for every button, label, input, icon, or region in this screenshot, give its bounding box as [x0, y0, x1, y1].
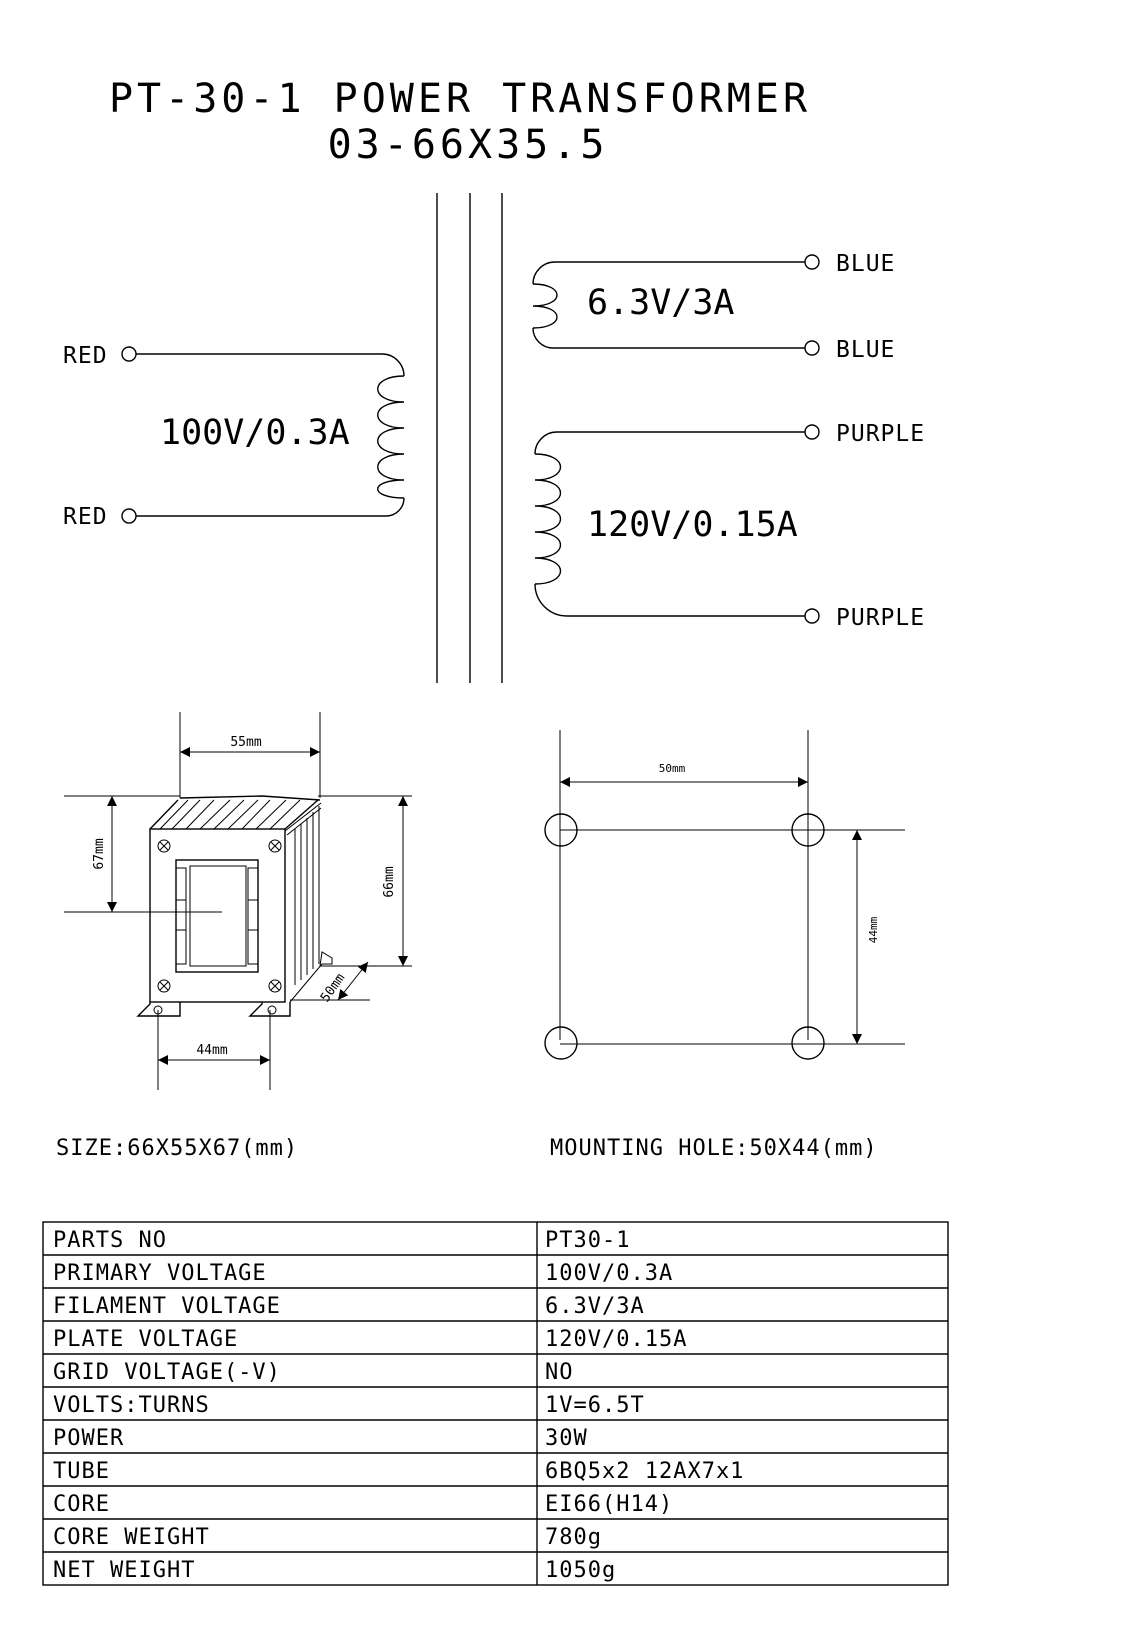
- table-row-label: VOLTS:TURNS: [53, 1393, 210, 1418]
- filament-rating: 6.3V/3A: [587, 283, 735, 323]
- hole-x-label: 50mm: [658, 762, 686, 775]
- table-row-label: NET WEIGHT: [53, 1558, 196, 1583]
- table-row-value: 1V=6.5T: [545, 1393, 645, 1418]
- filament-wire-top-label: BLUE: [836, 251, 896, 277]
- primary-wire-top-label: RED: [63, 343, 108, 369]
- table-row-value: PT30-1: [545, 1228, 631, 1253]
- table-row-label: POWER: [53, 1426, 125, 1451]
- plate-wire-bottom-label: PURPLE: [836, 605, 926, 631]
- mounting-caption: MOUNTING HOLE:50X44(mm): [550, 1136, 878, 1161]
- dim-base-label: 44mm: [196, 1043, 228, 1058]
- filament-wire-bottom-label: BLUE: [836, 337, 896, 363]
- dim-height-right-label: 66mm: [382, 866, 397, 898]
- plate-wire-top-label: PURPLE: [836, 421, 926, 447]
- table-row-value: EI66(H14): [545, 1492, 674, 1517]
- table-row-label: CORE: [53, 1492, 110, 1517]
- table-row-value: 780g: [545, 1525, 602, 1550]
- size-caption: SIZE:66X55X67(mm): [56, 1136, 299, 1161]
- table-row-value: 120V/0.15A: [545, 1327, 688, 1352]
- spec-table: [43, 1222, 948, 1585]
- table-row-label: FILAMENT VOLTAGE: [53, 1294, 281, 1319]
- title-line-1: PT-30-1 POWER TRANSFORMER: [108, 76, 812, 122]
- mounting-hole-diagram: [545, 730, 905, 1059]
- table-row-value: 30W: [545, 1426, 588, 1451]
- title-line-2: 03-66X35.5: [327, 122, 609, 168]
- transformer-outline: [64, 712, 412, 1090]
- table-row-label: CORE WEIGHT: [53, 1525, 210, 1550]
- primary-rating: 100V/0.3A: [160, 413, 350, 453]
- primary-wire-bottom-label: RED: [63, 504, 108, 530]
- plate-rating: 120V/0.15A: [587, 505, 798, 545]
- table-row-value: 6BQ5x2 12AX7x1: [545, 1459, 745, 1484]
- table-row-label: PRIMARY VOLTAGE: [53, 1261, 267, 1286]
- dim-depth-label: 50mm: [318, 970, 349, 1006]
- table-row-value: 1050g: [545, 1558, 617, 1583]
- table-row-label: PARTS NO: [53, 1228, 167, 1253]
- hole-y-label: 44mm: [867, 916, 880, 944]
- table-row-value: 100V/0.3A: [545, 1261, 674, 1286]
- table-row-value: 6.3V/3A: [545, 1294, 645, 1319]
- dim-height-left-label: 67mm: [92, 838, 107, 870]
- table-row-label: GRID VOLTAGE(-V): [53, 1360, 281, 1385]
- table-row-value: NO: [545, 1360, 574, 1385]
- dim-width-label: 55mm: [230, 735, 262, 750]
- table-row-label: PLATE VOLTAGE: [53, 1327, 239, 1352]
- core-lines: [437, 193, 502, 683]
- table-row-label: TUBE: [53, 1459, 110, 1484]
